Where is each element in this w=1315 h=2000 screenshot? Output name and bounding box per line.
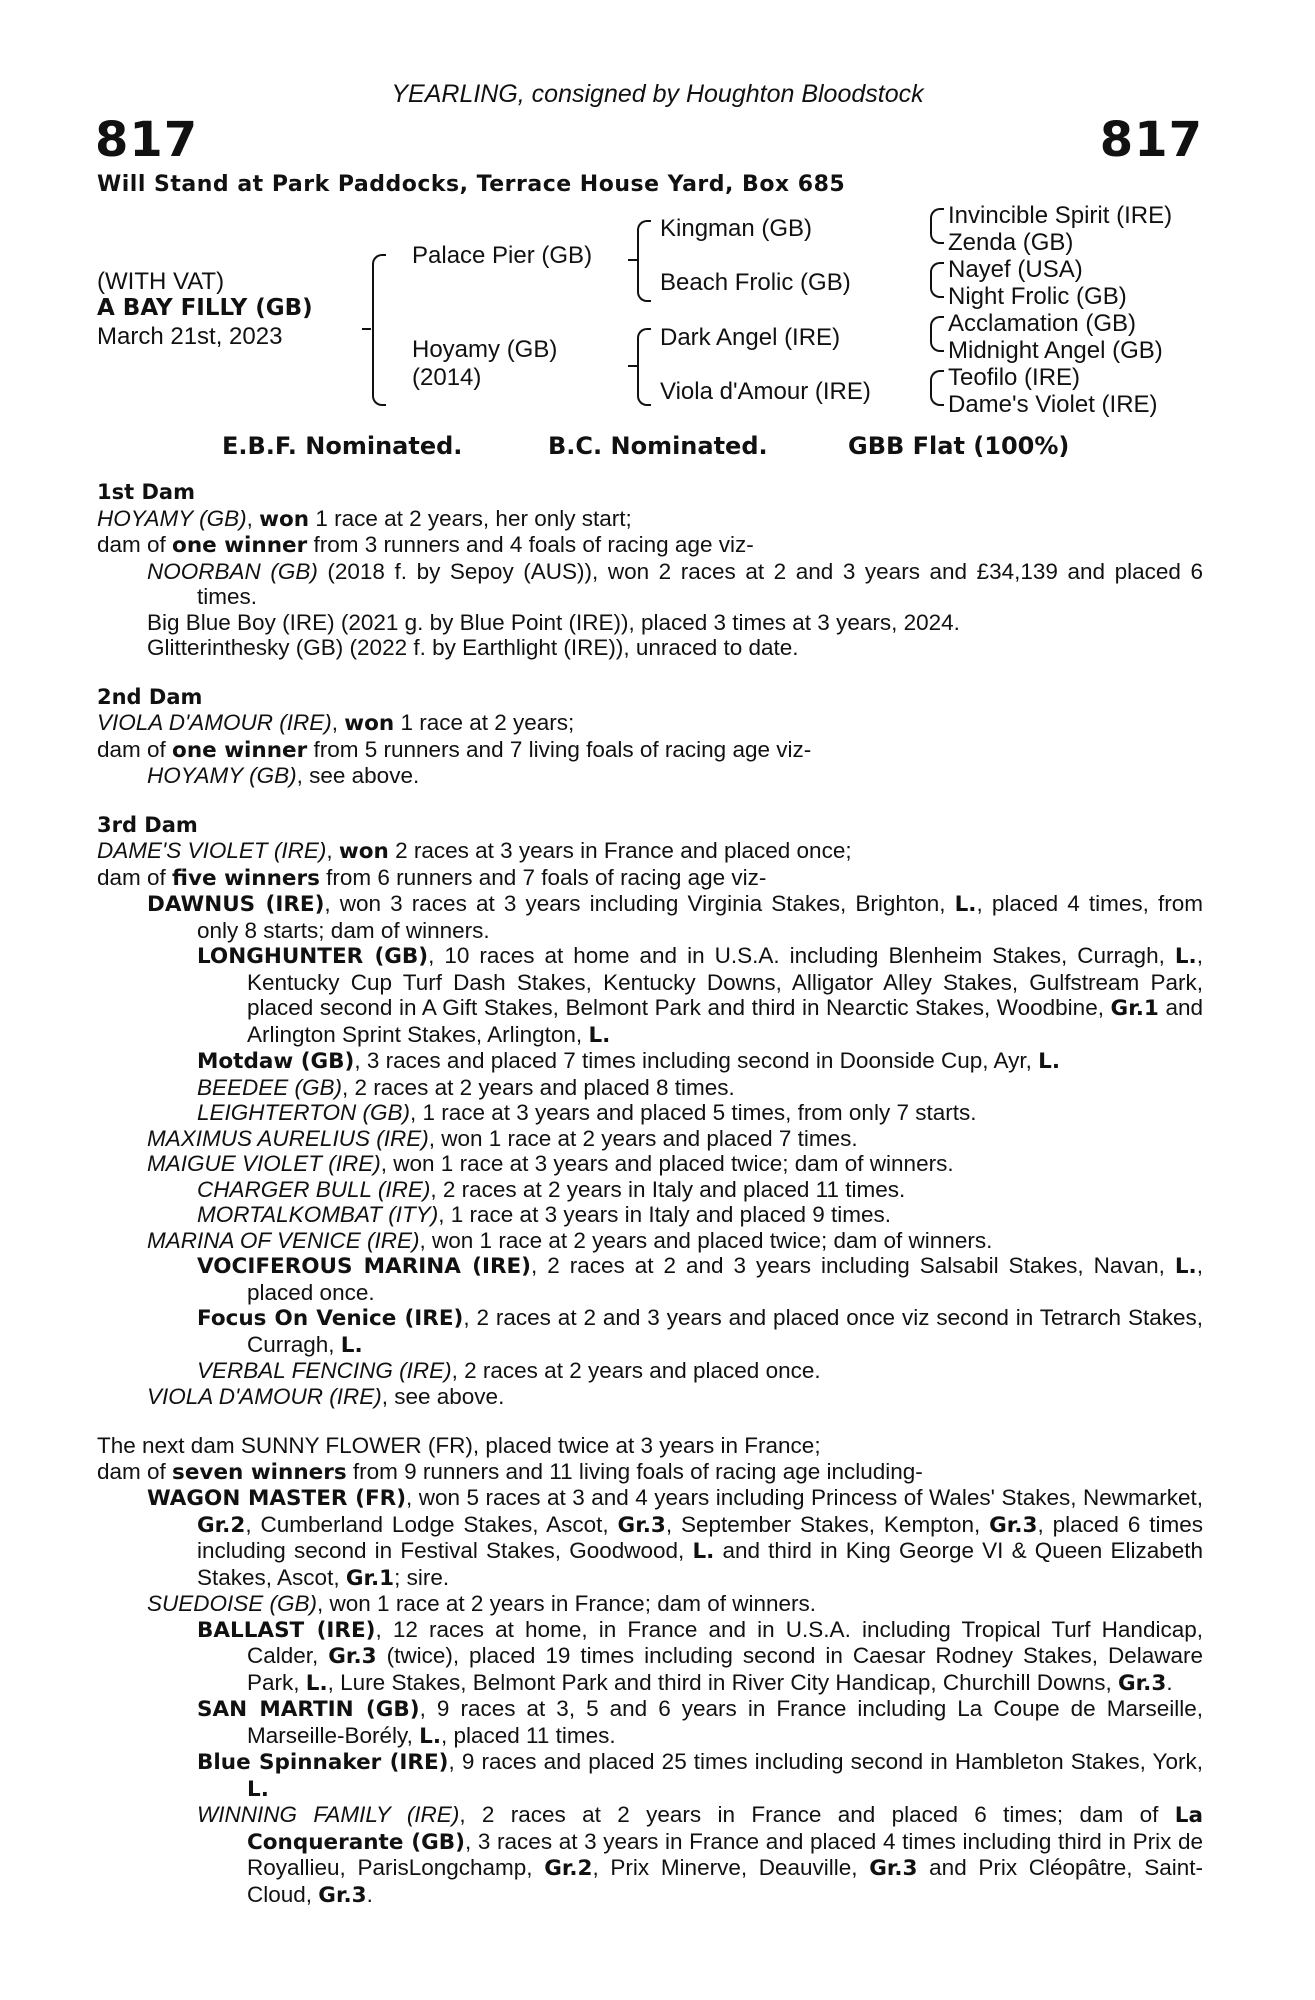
sire-name: Palace Pier (GB) <box>412 242 593 269</box>
nomination-ebf: E.B.F. Nominated. <box>222 432 463 460</box>
progeny-dawnus: DAWNUS (IRE), won 3 races at 3 years including Virginia Stakes, Brighton, L., placed 4 times, from only 8 starts; dam of winners. <box>147 891 1203 943</box>
brace-sire <box>637 220 651 302</box>
brace-main <box>372 254 386 406</box>
gen3-2: Zenda (GB) <box>948 229 1074 256</box>
brace-g3-4 <box>930 370 944 406</box>
progeny-big-blue-boy: Big Blue Boy (IRE) (2021 g. by Blue Point (IRE)), placed 3 times at 3 years, 2024. <box>147 609 960 635</box>
progeny-hoyamy: HOYAMY (GB), see above. <box>147 763 420 788</box>
gen3-5: Acclamation (GB) <box>948 310 1137 337</box>
heading-1st-dam: 1st Dam <box>97 480 195 504</box>
brace-g3-1 <box>930 208 944 244</box>
progeny-winning-family: WINNING FAMILY (IRE), 2 races at 2 years in France and placed 6 times; dam of La Conquerante (GB), 3 races at 3 years in France and placed 4 times including third in Prix de Royallieu, ParisLongchamp, Gr.2, Prix Minerve, Deauville, Gr.3 and Prix Cléopâtre, Saint-Cloud, Gr.3. <box>197 1802 1203 1908</box>
brace-dam <box>637 328 651 406</box>
progeny-ballast: BALLAST (IRE), 12 races at home, in France and in U.S.A. including Tropical Turf Handicap, Calder, Gr.3 (twice), placed 19 times including second in Caesar Rodney Stakes, Delaware Park, L., Lure Stakes, Belmont Park and third in River City Handicap, Churchill Downs, Gr.3. <box>197 1616 1204 1696</box>
progeny-verbal-fencing: VERBAL FENCING (IRE), 2 races at 2 years and placed once. <box>197 1358 821 1383</box>
gen3-7: Teofilo (IRE) <box>948 364 1081 391</box>
brace-g3-2 <box>930 262 944 298</box>
gen2-2: Beach Frolic (GB) <box>660 269 851 296</box>
progeny-viola-damour: VIOLA D'AMOUR (IRE), see above. <box>147 1383 505 1409</box>
gen2-4: Viola d'Amour (IRE) <box>660 378 871 405</box>
gen3-1: Invincible Spirit (IRE) <box>948 202 1173 229</box>
stand-location: Will Stand at Park Paddocks, Terrace House Yard, Box 685 <box>97 172 846 197</box>
progeny-mortalkombat: MORTALKOMBAT (ITY), 1 race at 3 years in Italy and placed 9 times. <box>197 1202 892 1227</box>
progeny-charger-bull: CHARGER BULL (IRE), 2 races at 2 years in Italy and placed 11 times. <box>197 1176 906 1202</box>
progeny-vociferous-marina: VOCIFEROUS MARINA (IRE), 2 races at 2 and 3 years including Salsabil Stakes, Navan, L., placed once. <box>197 1253 1203 1305</box>
next-dam-produce: dam of seven winners from 9 runners and 11 living foals of racing age including- <box>97 1458 923 1485</box>
consignor-line: YEARLING, consigned by Houghton Bloodstock <box>391 80 924 108</box>
gen2-1: Kingman (GB) <box>660 215 813 242</box>
progeny-san-martin: SAN MARTIN (GB), 9 races at 3, 5 and 6 years in France including La Coupe de Marseille, Marseille-Borély, L., placed 11 times. <box>197 1696 1203 1749</box>
progeny-wagon-master: WAGON MASTER (FR), won 5 races at 3 and 4 years including Princess of Wales' Stakes, Newmarket, Gr.2, Cumberland Lodge Stakes, Ascot, Gr.3, September Stakes, Kempton, Gr.3, placed 6 times including second in Festival Stakes, Goodwood, L. and third in King George VI & Queen Elizabeth Stakes, Ascot, Gr.1; sire. <box>147 1485 1204 1591</box>
progeny-suedoise: SUEDOISE (GB), won 1 race at 2 years in France; dam of winners. <box>147 1591 817 1616</box>
lot-number-right: 817 <box>1099 112 1203 168</box>
horse-dob: March 21st, 2023 <box>97 323 283 350</box>
gen3-8: Dame's Violet (IRE) <box>948 391 1158 418</box>
progeny-beedee: BEEDEE (GB), 2 races at 2 years and placed 8 times. <box>197 1074 735 1100</box>
dam-name: Hoyamy (GB) <box>412 336 558 363</box>
horse-name: A BAY FILLY (GB) <box>97 295 313 321</box>
2nd-dam-line: VIOLA D'AMOUR (IRE), won 1 race at 2 years; <box>97 710 575 736</box>
brace-main-point <box>362 328 371 330</box>
gen3-6: Midnight Angel (GB) <box>948 337 1163 364</box>
nomination-gbb: GBB Flat (100%) <box>848 432 1070 460</box>
2nd-dam-produce: dam of one winner from 5 runners and 7 living foals of racing age viz- <box>97 736 812 763</box>
progeny-motdaw: Motdaw (GB), 3 races and placed 7 times including second in Doonside Cup, Ayr, L. <box>197 1048 1061 1074</box>
lot-number-left: 817 <box>95 112 199 168</box>
progeny-glitterinthesky: Glitterinthesky (GB) (2022 f. by Earthlight (IRE)), unraced to date. <box>147 635 799 660</box>
next-dam-intro: The next dam SUNNY FLOWER (FR), placed twice at 3 years in France; <box>97 1433 821 1458</box>
brace-g3-3 <box>930 316 944 352</box>
progeny-noorban: NOORBAN (GB) (2018 f. by Sepoy (AUS)), won 2 races at 2 and 3 years and £34,139 and placed 6 times. <box>147 558 1203 609</box>
1st-dam-line: HOYAMY (GB), won 1 race at 2 years, her only start; <box>97 505 632 532</box>
progeny-maigue-violet: MAIGUE VIOLET (IRE), won 1 race at 3 years and placed twice; dam of winners. <box>147 1151 954 1176</box>
progeny-maximus-aurelius: MAXIMUS AURELIUS (IRE), won 1 race at 2 years and placed 7 times. <box>147 1125 858 1151</box>
3rd-dam-line: DAME'S VIOLET (IRE), won 2 races at 3 years in France and placed once; <box>97 838 852 864</box>
gen3-3: Nayef (USA) <box>948 256 1083 283</box>
3rd-dam-produce: dam of five winners from 6 runners and 7 foals of racing age viz- <box>97 864 767 891</box>
progeny-leighterton: LEIGHTERTON (GB), 1 race at 3 years and placed 5 times, from only 7 starts. <box>197 1100 977 1125</box>
progeny-longhunter: LONGHUNTER (GB), 10 races at home and in U.S.A. including Blenheim Stakes, Curragh, L., Kentucky Cup Turf Dash Stakes, Kentucky Downs, Alligator Alley Stakes, Gulfstream Park, placed second in A Gift Stakes, Belmont Park and third in Nearctic Stakes, Woodbine, Gr.1 and Arlington Sprint Stakes, Arlington, L. <box>197 943 1203 1048</box>
gen3-4: Night Frolic (GB) <box>948 283 1127 310</box>
vat-note: (WITH VAT) <box>97 268 225 295</box>
dam-year: (2014) <box>412 364 482 391</box>
nomination-bc: B.C. Nominated. <box>548 432 768 460</box>
progeny-focus-on-venice: Focus On Venice (IRE), 2 races at 2 and 3 years and placed once viz second in Tetrarch Stakes, Curragh, L. <box>197 1305 1203 1358</box>
catalogue-body <box>97 480 1203 1908</box>
heading-3rd-dam: 3rd Dam <box>97 812 198 837</box>
brace-dam-point <box>628 365 637 367</box>
progeny-blue-spinnaker: Blue Spinnaker (IRE), 9 races and placed 25 times including second in Hambleton Stakes, York, L. <box>197 1749 1203 1802</box>
1st-dam-produce: dam of one winner from 3 runners and 4 foals of racing age viz- <box>97 532 754 558</box>
progeny-marina-of-venice: MARINA OF VENICE (IRE), won 1 race at 2 years and placed twice; dam of winners. <box>147 1227 993 1253</box>
brace-sire-point <box>628 259 637 261</box>
gen2-3: Dark Angel (IRE) <box>660 324 841 351</box>
heading-2nd-dam: 2nd Dam <box>97 684 203 709</box>
